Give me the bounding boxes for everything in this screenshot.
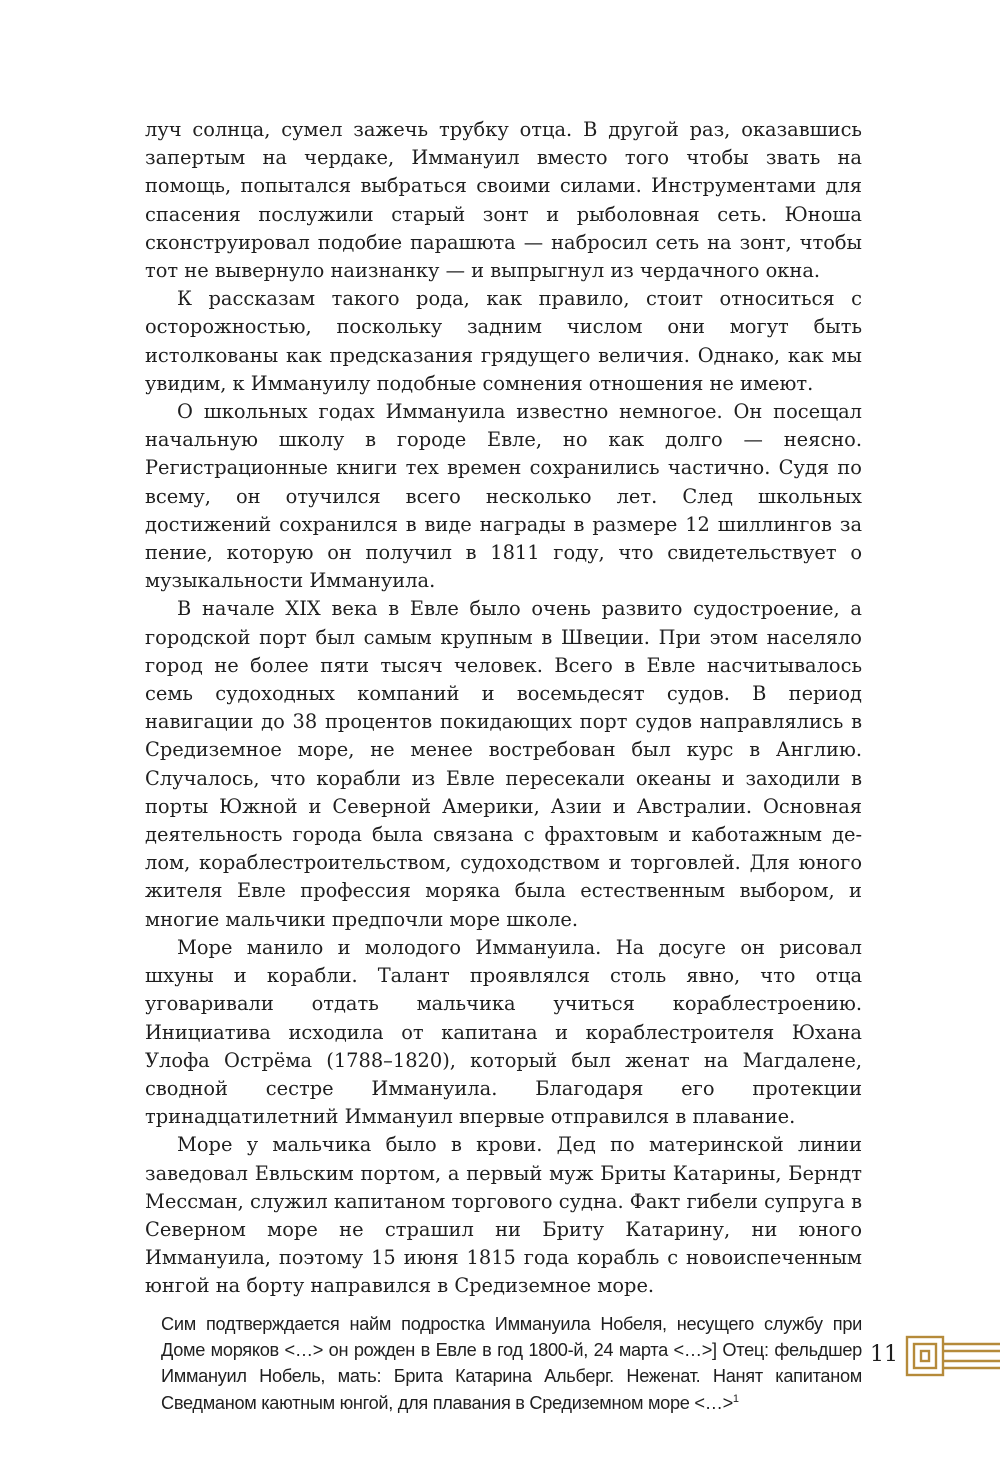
main-text-block [145,116,862,1416]
paragraph-1: луч солнца, сумел зажечь трубку отца. В другой раз, оказавшись запертым на чердаке, Иммануил вместо того чтобы звать на помощь, попытался выбраться своими силами. Инструментами для спасения послужили старый зонт и рыболовная сеть. Юноша сконструировал подобие парашюта — набросил сеть на зонт, чтобы тот не вывернуло наизнанку — и выпрыгнул из чердачного окна. [145,118,862,283]
quote-text-wrapper [161,1311,862,1417]
archival-quote [161,1311,862,1417]
paragraph-6: Море у мальчика было в крови. Дед по материнской линии заведовал Евльским портом, а первый муж Бриты Катарины, Берндт Мессман, служил капитаном торгового судна. Факт гибели супруга в Северном море не страшил ни Бриту Катарину, ни юного Иммануила, поэтому 15 июня 1815 года корабль с новоиспеченным юнгой на борту направился в Средиземное море. [145,1133,862,1298]
page-number: 11 [870,1342,898,1367]
quote-text: Сим подтверждается найм подростка Иммануила Нобеля, несущего службу при Доме моряков <…> он рожден в Евле в год 1800-й, 24 марта <…>] Отец: фельдшер Иммануил Нобель, мать: Брита Катарина Альберг. Неженат. Нанят капитаном Сведманом каютным юнгой, для плавания в Средиземном море <…> [161,1313,862,1413]
paragraph-5: Море манило и молодого Иммануила. На досуге он рисовал шхуны и корабли. Талант проявлялся столь явно, что отца уговаривали отдать мальчика учиться кораблестроению. Инициатива исходила от капитана и кораблестроителя Юхана Улофа Острёма (1788–1820), который был женат на Магдалене, сводной сестре Иммануила. Благодаря его протекции тринадцатилетний Иммануил впервые отправился в плавание. [145,935,862,1129]
paragraph-4: В начале XIX века в Евле было очень развито судостроение, а городской порт был самым крупным в Швеции. При этом населяло город не более пяти тысяч человек. Всего в Евле насчитывалось семь судоходных компаний и восемьдесят судов. В период навигации до 38 процентов покидающих порт судов направлялись в Средиземное море, не менее востребован был курс в Англию. Случалось, что корабли из Евле пересекали океаны и заходили в порты Южной и Северной Америки, Азии и Австралии. Основная деятельность города была связана с фрахтовым и каботажным делом, кораблестроительством, судоходством и торговлей. Для юного жителя Евле профессия моряка была естественным выбором, и многие мальчики предпочли море школе. [145,597,862,931]
footnote-reference[interactable]: 1 [732,1392,739,1405]
paragraph-2: К рассказам такого рода, как правило, стоит относиться с осторожностью, поскольку задним числом они могут быть истолкованы как предсказания грядущего величия. Однако, как мы увидим, к Иммануилу подобные сомнения отношения не имеют. [145,287,862,395]
paragraph-3: О школьных годах Иммануила известно немногое. Он посещал начальную школу в городе Евле, но как долго — неясно. Регистрационные книги тех времен сохранились частично. Судя по всему, он отучился всего несколько лет. След школьных достижений сохранился в виде награды в размере 12 шиллингов за пение, которую он получил в 1811 году, что свидетельствует о музыкальности Иммануила. [145,400,862,593]
gold-meander-ornament-icon [905,1335,1000,1377]
